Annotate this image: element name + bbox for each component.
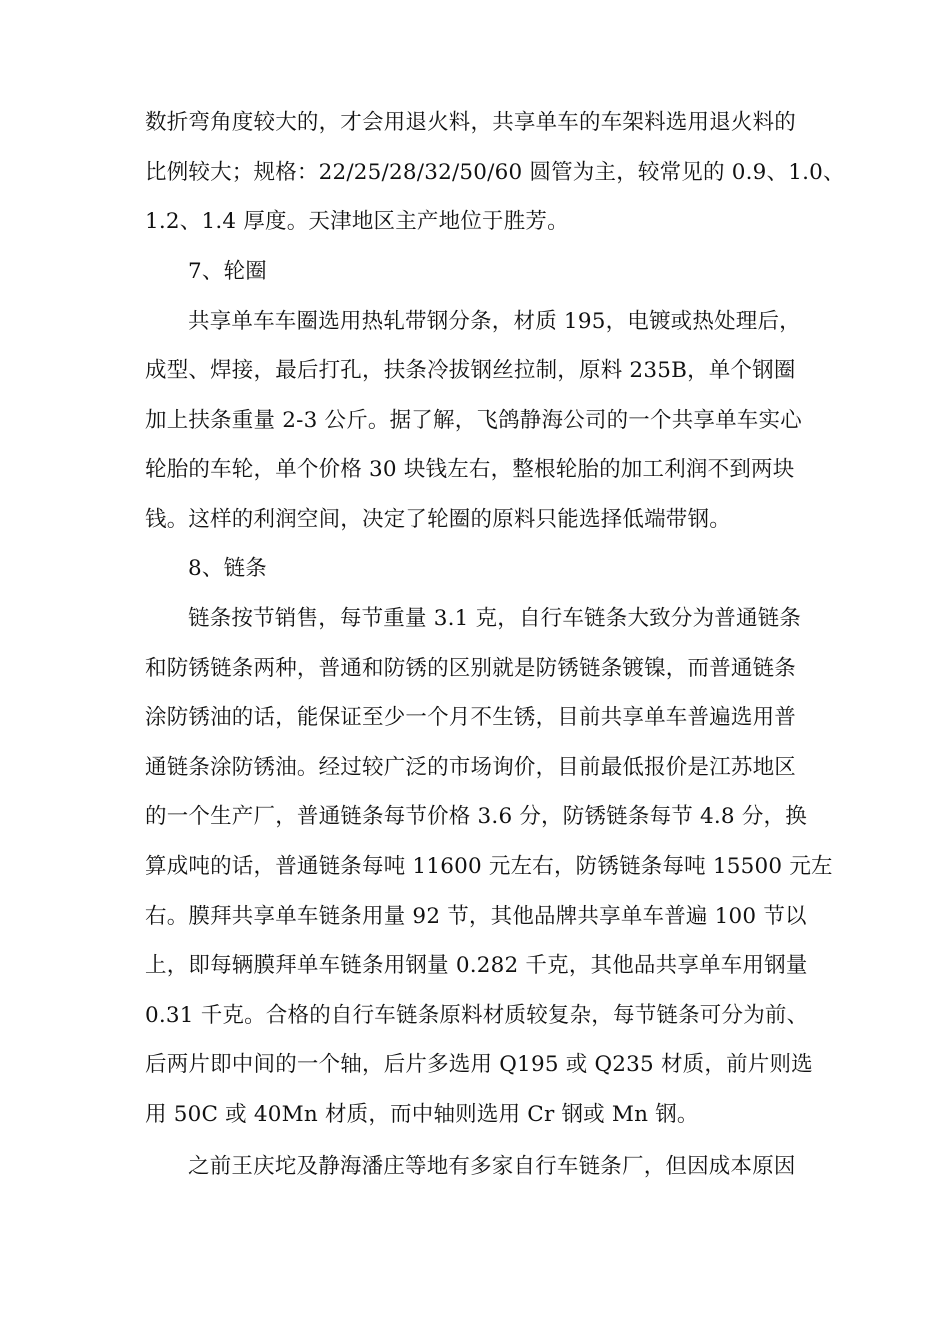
paragraph-2-line-5: 钱。这样的利润空间，决定了轮圈的原料只能选择低端带钢。 — [145, 507, 731, 532]
paragraph-3-line-8: 上，即每辆膜拜单车链条用钢量 0.282 千克，其他品共享单车用钢量 — [145, 953, 808, 978]
paragraph-3-line-1: 链条按节销售，每节重量 3.1 克，自行车链条大致分为普通链条 — [188, 606, 802, 631]
paragraph-2-line-4: 轮胎的车轮，单个价格 30 块钱左右，整根轮胎的加工利润不到两块 — [145, 457, 795, 482]
section-heading-chain: 8、链条 — [188, 556, 267, 581]
paragraph-3-line-7: 右。膜拜共享单车链条用量 92 节，其他品牌共享单车普遍 100 节以 — [145, 904, 807, 929]
paragraph-3-line-3: 涂防锈油的话，能保证至少一个月不生锈，目前共享单车普遍选用普 — [145, 705, 797, 730]
paragraph-3-line-11: 用 50C 或 40Mn 材质，而中轴则选用 Cr 钢或 Mn 钢。 — [145, 1102, 699, 1127]
paragraph-1-line-2: 比例较大；规格：22/25/28/32/50/60 圆管为主，较常见的 0.9、1.0、 — [145, 160, 845, 185]
paragraph-3-line-4: 通链条涂防锈油。经过较广泛的市场询价，目前最低报价是江苏地区 — [145, 755, 797, 780]
paragraph-3-line-5: 的一个生产厂，普通链条每节价格 3.6 分，防锈链条每节 4.8 分，换 — [145, 804, 807, 829]
paragraph-3-line-10: 后两片即中间的一个轴，后片多选用 Q195 或 Q235 材质，前片则选 — [145, 1052, 813, 1077]
paragraph-2-line-2: 成型、焊接，最后打孔，扶条冷拔钢丝拉制，原料 235B，单个钢圈 — [145, 358, 796, 383]
paragraph-1-line-1: 数折弯角度较大的，才会用退火料，共享单车的车架料选用退火料的 — [145, 110, 797, 135]
paragraph-4-line-1: 之前王庆坨及静海潘庄等地有多家自行车链条厂，但因成本原因 — [188, 1154, 796, 1179]
paragraph-1-line-3: 1.2、1.4 厚度。天津地区主产地位于胜芳。 — [145, 209, 569, 234]
paragraph-2-line-3: 加上扶条重量 2-3 公斤。据了解，飞鸽静海公司的一个共享单车实心 — [145, 408, 802, 433]
paragraph-3-line-6: 算成吨的话，普通链条每吨 11600 元左右，防锈链条每吨 15500 元左 — [145, 854, 833, 879]
paragraph-3-line-9: 0.31 千克。合格的自行车链条原料材质较复杂，每节链条可分为前、 — [145, 1003, 809, 1028]
paragraph-2-line-1: 共享单车车圈选用热轧带钢分条，材质 195，电镀或热处理后， — [188, 309, 801, 334]
paragraph-3-line-2: 和防锈链条两种，普通和防锈的区别就是防锈链条镀镍，而普通链条 — [145, 656, 797, 681]
section-heading-wheel-rim: 7、轮圈 — [188, 259, 267, 284]
